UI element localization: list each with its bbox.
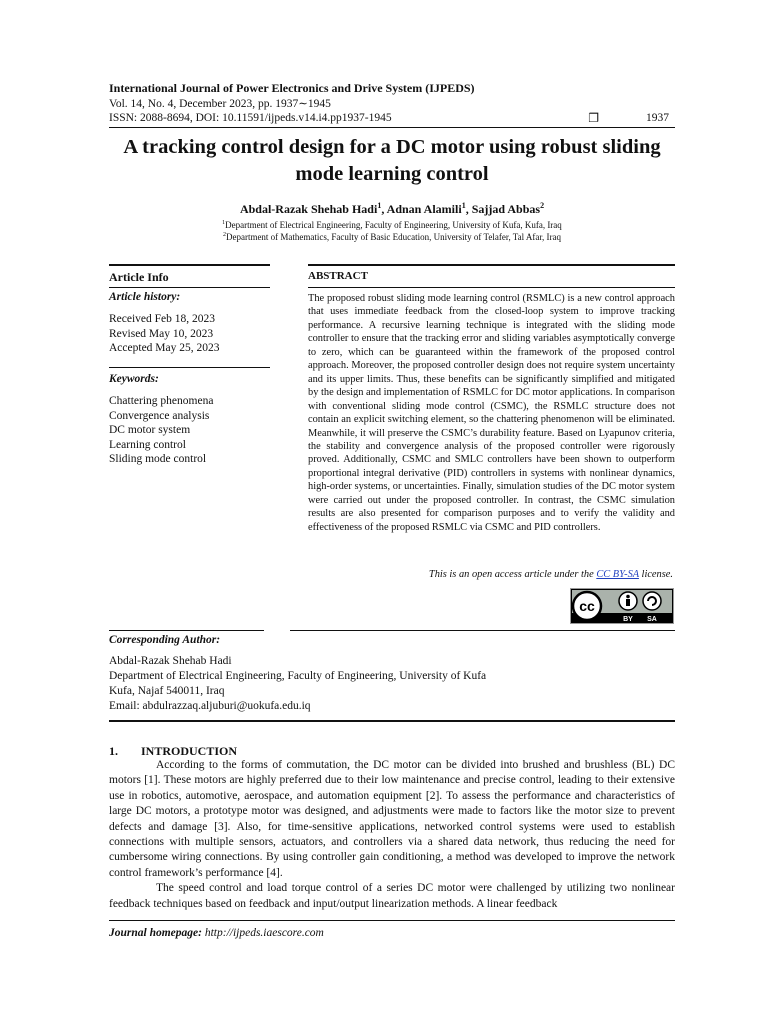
journal-name: International Journal of Power Electronics and Drive System (IJPEDS)	[109, 81, 475, 95]
keywords-label: Keywords:	[109, 373, 159, 385]
keyword: Learning control	[109, 438, 186, 451]
abstract-top-rule	[308, 264, 675, 266]
open-access-post: license.	[638, 569, 673, 580]
revised-date: Revised May 10, 2023	[109, 327, 214, 340]
author-affil-sup: 1	[377, 201, 382, 210]
page-number: 1937	[646, 112, 669, 124]
author-list	[109, 201, 675, 217]
history-dates	[109, 312, 220, 356]
keyword: Chattering phenomena	[109, 395, 214, 407]
section-heading	[109, 744, 237, 759]
paragraph: According to the forms of commutation, the DC motor can be divided into brushed and brushless (BL) DC motors [1]. These motors are highly preferred due to their low maintenance and precise control, leading to their extensive use in robotics, automotive, aerospace, and automation equipment [2]. To assess the performance and characteristics of large DC motors, a prototype motor was designed, and adjustments were made to factors like the motor size to prevent defects and damage [3]. Also, for time-sensitive applications, networked control systems were used to establish connections with multiple sensors, actuators, and controllers via a shared data network, thus reducing the need for cumbersome wiring connections. By using controller gain conditioning, a method was developed to improve the network control framework’s performance [4].	[109, 759, 675, 879]
abstract-text: The proposed robust sliding mode learning control (RSMLC) is a new control approach that uses immediate feedback from the closed-loop system to improve tracking performance. A recursive learning technique is integrated with the sliding mode controller to ensure that the tracking error and sliding variables asymptotically converge to zero, which can be guaranteed within the framework of the proposed control approach. Moreover, the proposed controller design does not require system uncertainty and its upper limits. Thus, these benefits can be significantly simplified and mitigated by the design and implementation of RSMLC for DC motor applications. In comparison with conventional sliding mode control (CSMC), the RSMLC structure does not contain an explicit switching element, so the chattering phenomenon will be eliminated. Meanwhile, it will preserve the CSMC’s durability feature. Based on Lyapunov criteria, the stability and convergence analysis of the proposed controller were rigorously proved. Additionally, CSMC and SMLC controllers have been shown to outperform proportional integral derivative (PID) controllers in systems with nonlinear dynamics, high-order systems, or uncertainties. Finally, simulation studies of the DC motor system were carried out under the proposed controller. In contrast, the CSMC simulation results are also presented for comparison purposes and to verify the validity and effectiveness of the proposed RSMLC via CSMC and PID controllers.	[308, 293, 675, 533]
abstract-rule	[308, 287, 675, 288]
issn-line	[109, 111, 669, 126]
paragraph: The speed control and load torque control of a series DC motor were challenged by utilizing two nonlinear feedback techniques based on feedback and input/output linearization methods. A linear feedback	[109, 882, 675, 910]
paper-title: A tracking control design for a DC motor using robust sliding mode learning control	[123, 136, 661, 185]
affil-text: Department of Electrical Engineering, Faculty of Engineering, University of Kufa, Kufa, Iraq	[225, 220, 562, 230]
box-icon: ❐	[588, 111, 599, 125]
author-name: Adnan Alamili	[386, 202, 462, 216]
introduction-body	[109, 758, 675, 912]
corresponding-address: Kufa, Najaf 540011, Iraq	[109, 685, 225, 697]
section-title: INTRODUCTION	[141, 744, 238, 758]
author-sep: ,	[381, 202, 387, 216]
keywords-rule	[109, 367, 270, 368]
author-affil-sup: 2	[540, 201, 545, 210]
open-access-note	[308, 569, 673, 580]
footer-rule	[109, 920, 675, 921]
history-label: Article history:	[109, 291, 181, 303]
keywords-list	[109, 394, 213, 467]
homepage-label: Journal homepage:	[109, 927, 202, 939]
abstract-heading: ABSTRACT	[308, 270, 368, 282]
corresponding-department: Department of Electrical Engineering, Faculty of Engineering, University of Kufa	[109, 670, 487, 682]
abstract-bottom-rule	[290, 630, 675, 631]
affil-sup: 1	[222, 220, 226, 226]
homepage-link[interactable]: http://ijpeds.iaescore.com	[204, 927, 324, 939]
front-matter-bottom-rule	[109, 720, 675, 722]
corresponding-email[interactable]: Email: abdulrazzaq.aljuburi@uokufa.edu.iq	[109, 700, 311, 712]
cc-sa-label: SA	[647, 616, 657, 623]
corresponding-details	[109, 654, 486, 714]
header-rule	[109, 127, 675, 128]
keyword: Sliding mode control	[109, 453, 207, 466]
cc-by-sa-badge[interactable]	[570, 588, 674, 624]
author-name: Abdal-Razak Shehab Hadi	[239, 202, 378, 216]
section-number: 1.	[109, 744, 118, 758]
cc-mark: cc	[579, 598, 595, 614]
journal-homepage	[109, 927, 324, 939]
article-info-heading: Article Info	[109, 270, 169, 284]
author-sep: ,	[465, 202, 472, 216]
author-affil-sup: 1	[461, 201, 466, 210]
open-access-pre: This is an open access article under the	[428, 569, 597, 580]
corresponding-name: Abdal-Razak Shehab Hadi	[109, 655, 232, 667]
received-date: Received Feb 18, 2023	[109, 313, 216, 325]
affiliation	[109, 230, 675, 243]
keyword: Convergence analysis	[109, 409, 210, 422]
volume-info: Vol. 14, No. 4, December 2023, pp. 1937∼1945	[109, 98, 331, 110]
cc-license-icon	[571, 589, 673, 623]
affil-sup: 2	[222, 232, 226, 238]
corresponding-label: Corresponding Author:	[109, 634, 221, 646]
author-name: Sajjad Abbas	[471, 202, 541, 216]
affil-text: Department of Mathematics, Faculty of Basic Education, University of Telafer, Tal Afar, Iraq	[225, 232, 562, 242]
corresponding-rule	[109, 630, 264, 631]
accepted-date: Accepted May 25, 2023	[109, 342, 220, 355]
keyword: DC motor system	[109, 424, 191, 437]
article-info-top-rule	[109, 264, 270, 266]
article-info-rule	[109, 287, 270, 288]
cc-by-label: BY	[623, 616, 633, 623]
license-link[interactable]: CC BY-SA	[596, 569, 639, 580]
issn-doi: ISSN: 2088-8694, DOI: 10.11591/ijpeds.v14.i4.pp1937-1945	[109, 112, 392, 124]
